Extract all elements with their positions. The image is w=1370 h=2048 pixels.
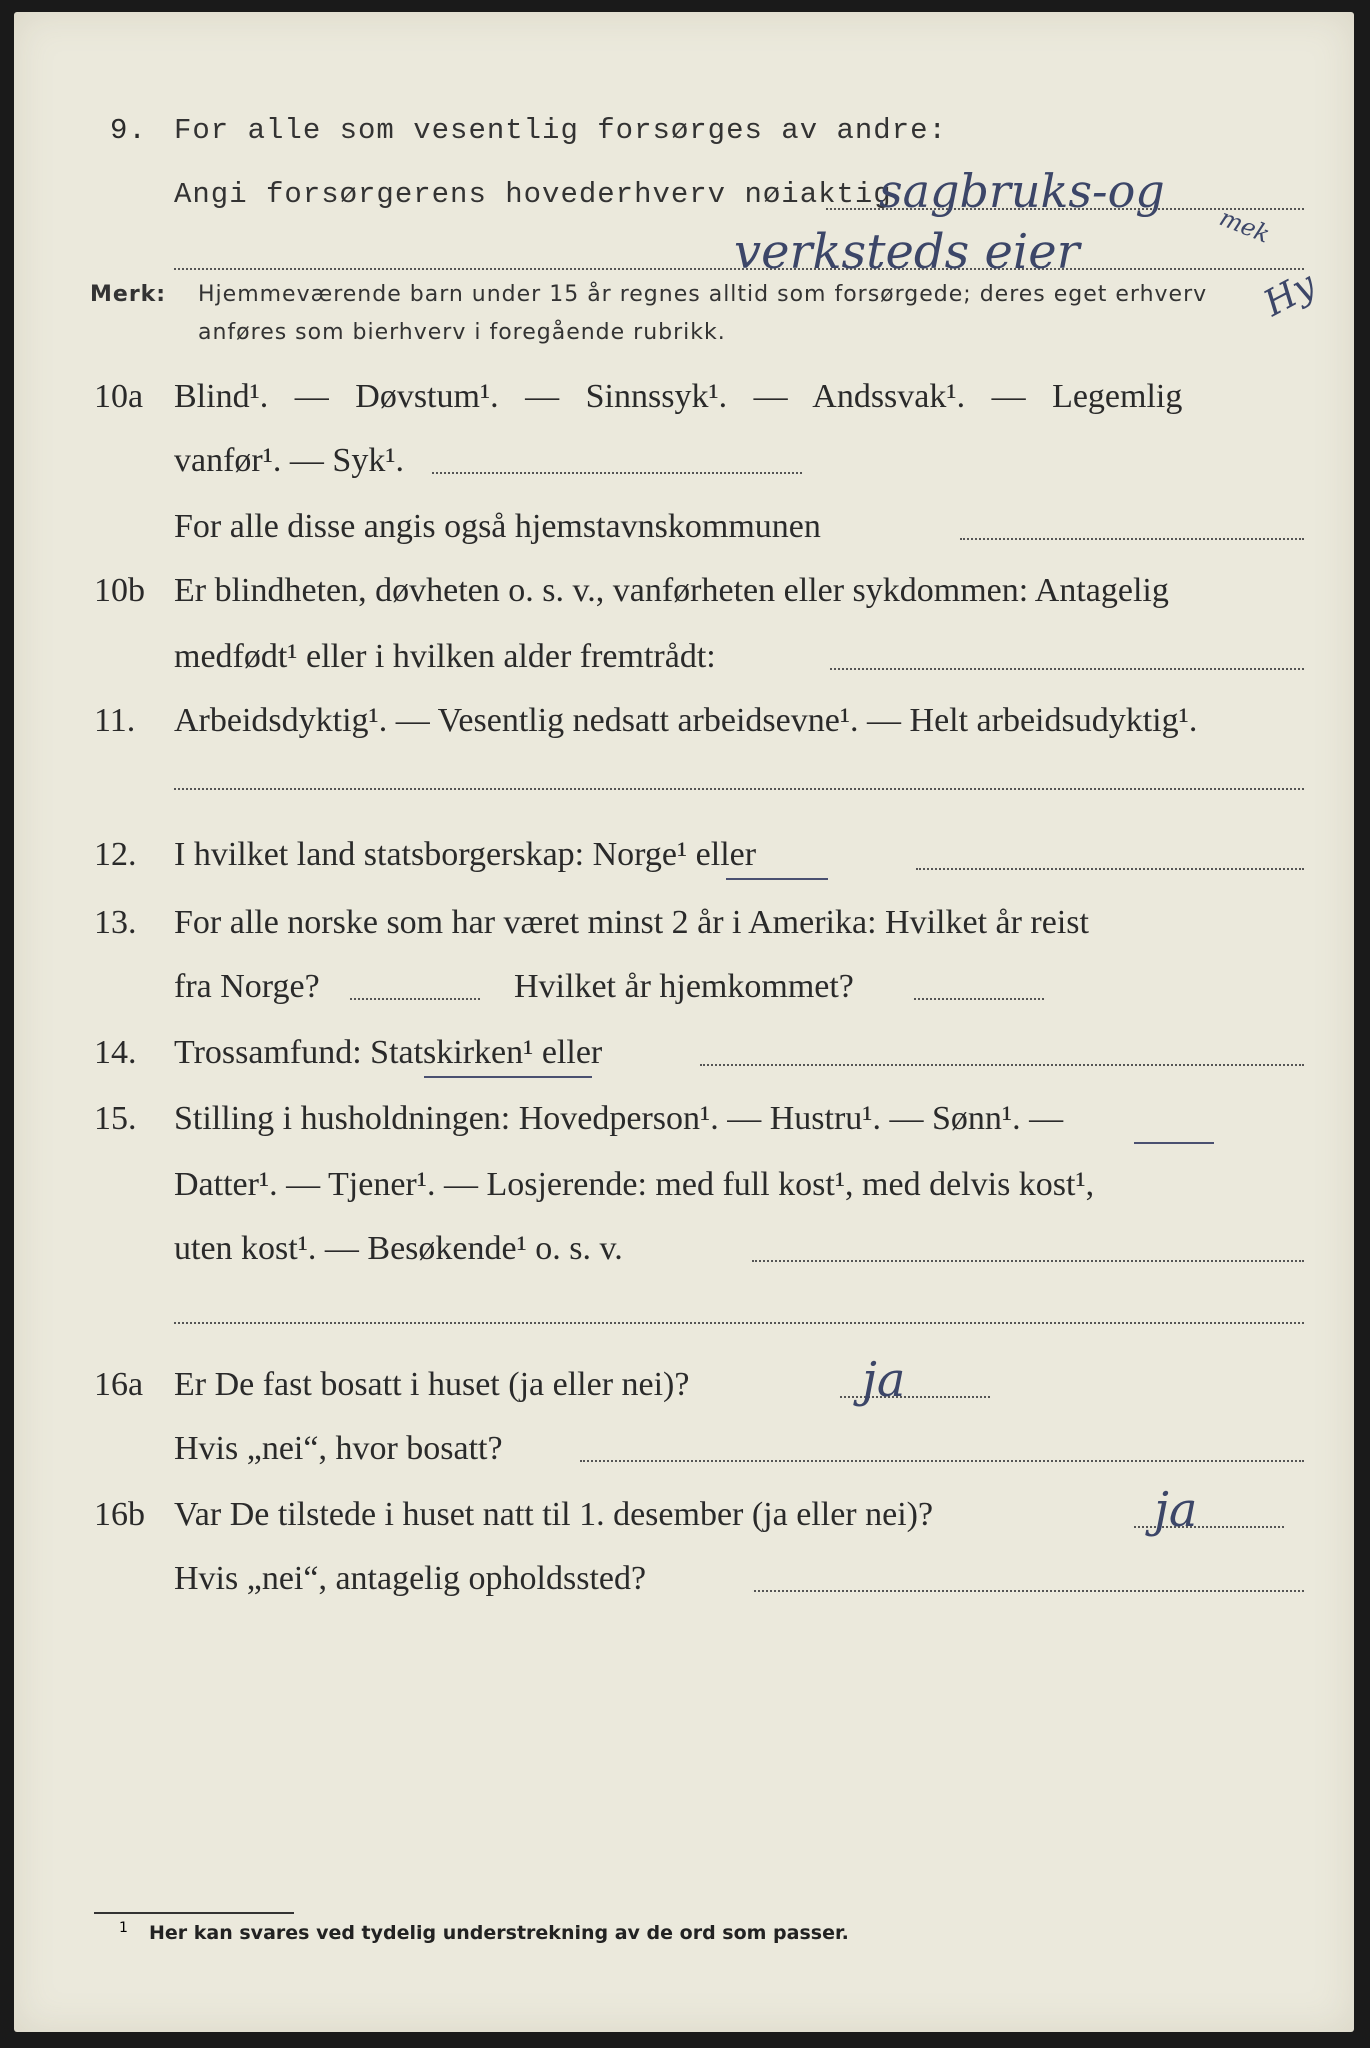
- item-number-13: 13.: [94, 904, 137, 941]
- q13-year-returned-line: [914, 998, 1044, 1000]
- q9-instruction: Angi forsørgerens hovederhverv nøiaktig: [174, 178, 892, 211]
- footnote-text: Her kan svares ved tydelig understrekning av de ord som passer.: [149, 1922, 849, 1944]
- q13-question-line-1: For alle norske som har været minst 2 år i Amerika: Hvilket år reist: [174, 904, 1089, 941]
- item-number-10b: 10b: [94, 572, 145, 609]
- item-number-9: 9.: [110, 114, 147, 147]
- q9-handwritten-line-2: verksteds eier: [734, 224, 1080, 280]
- item-number-14: 14.: [94, 1034, 137, 1071]
- q10b-question-line-2: medfødt¹ eller i hvilken alder fremtrådt:: [174, 638, 716, 675]
- item-number-15: 15.: [94, 1100, 137, 1137]
- q9-question: For alle som vesentlig forsørges av andre:: [174, 114, 947, 147]
- q10b-answer-line: [830, 668, 1304, 670]
- item-number-10a: 10a: [94, 378, 144, 415]
- q15-answer-line-1: [752, 1260, 1304, 1262]
- q15-options-line-1: Stilling i husholdningen: Hovedperson¹. — Hustru¹. — Sønn¹. —: [174, 1100, 1064, 1137]
- q16b-question: Var De tilstede i huset natt til 1. desember (ja eller nei)?: [174, 1496, 934, 1533]
- q9-handwritten-code: Hy: [1257, 264, 1323, 325]
- q10b-question-line-1: Er blindheten, døvheten o. s. v., vanførheten eller sykdommen: Antagelig: [174, 572, 1169, 609]
- q16b-followup: Hvis „nei“, antagelig opholdssted?: [174, 1560, 647, 1597]
- q12-underline-norge: [726, 878, 828, 880]
- note-line-1: Hjemmeværende barn under 15 år regnes alltid som forsørgede; deres eget erhverv: [198, 282, 1208, 307]
- q14-underline-statskirken: [424, 1076, 592, 1078]
- q10a-options-line-2: vanfør¹. — Syk¹.: [174, 442, 405, 479]
- q16a-question: Er De fast bosatt i huset (ja eller nei)?: [174, 1366, 690, 1403]
- footnote-marker: 1: [119, 1920, 128, 1936]
- item-number-16a: 16a: [94, 1366, 144, 1403]
- q15-underline-sonn: [1134, 1142, 1214, 1144]
- q9-handwritten-margin-note: mek: [1215, 203, 1274, 249]
- note-label: Merk:: [90, 282, 167, 307]
- q12-question: I hvilket land statsborgerskap: Norge¹ eller: [174, 836, 757, 873]
- q10a-options-line-1: Blind¹. — Døvstum¹. — Sinnssyk¹. — Andssvak¹. — Legemlig: [174, 378, 1183, 415]
- q15-options-line-3: uten kost¹. — Besøkende¹ o. s. v.: [174, 1230, 623, 1267]
- item-number-12: 12.: [94, 836, 137, 873]
- census-form-sheet: [14, 12, 1354, 2032]
- q16a-handwritten-answer: ja: [862, 1352, 906, 1408]
- item-number-11: 11.: [94, 702, 136, 739]
- q14-answer-line: [700, 1064, 1304, 1066]
- q15-answer-line-2: [174, 1322, 1304, 1324]
- q15-options-line-2: Datter¹. — Tjener¹. — Losjerende: med full kost¹, med delvis kost¹,: [174, 1166, 1095, 1203]
- q10a-answer-line: [432, 472, 802, 474]
- q16a-followup: Hvis „nei“, hvor bosatt?: [174, 1430, 503, 1467]
- q16b-followup-line: [754, 1590, 1304, 1592]
- q11-answer-line: [174, 788, 1304, 790]
- q10a-instruction: For alle disse angis også hjemstavnskommunen: [174, 508, 821, 545]
- q13-question-line-2b: Hvilket år hjemkommet?: [514, 968, 854, 1005]
- q12-answer-line: [916, 868, 1304, 870]
- q11-options: Arbeidsdyktig¹. — Vesentlig nedsatt arbeidsevne¹. — Helt arbeidsudyktig¹.: [174, 702, 1198, 739]
- q14-question: Trossamfund: Statskirken¹ eller: [174, 1034, 603, 1071]
- q16b-handwritten-answer: ja: [1154, 1482, 1198, 1538]
- item-number-16b: 16b: [94, 1496, 145, 1533]
- note-line-2: anføres som bierhverv i foregående rubrikk.: [198, 320, 726, 345]
- q9-handwritten-line-1: sagbruks-og: [879, 164, 1165, 218]
- q16a-followup-line: [580, 1460, 1304, 1462]
- q13-question-line-2a: fra Norge?: [174, 968, 320, 1005]
- q13-year-left-line: [350, 998, 480, 1000]
- q10a-municipality-line: [960, 538, 1304, 540]
- footnote-rule: [94, 1912, 294, 1914]
